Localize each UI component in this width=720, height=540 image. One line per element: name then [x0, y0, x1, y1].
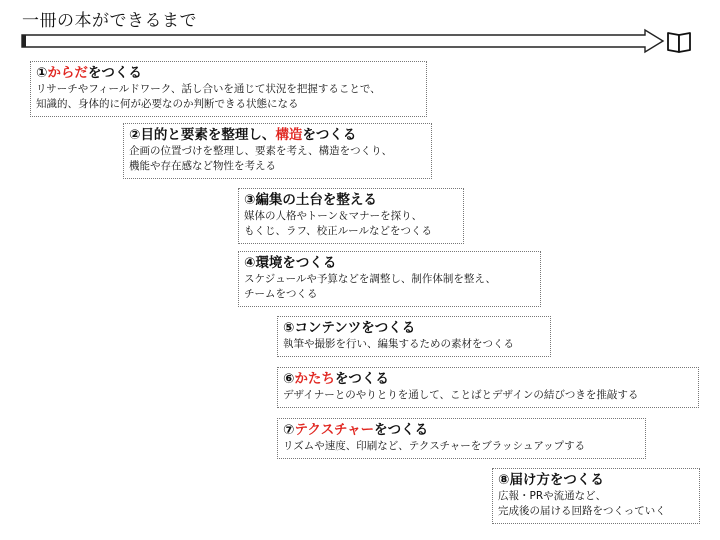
- step-heading: ④環境をつくる: [244, 255, 337, 271]
- step-2: [123, 123, 432, 179]
- step-heading: ⑤コンテンツをつくる: [283, 320, 416, 336]
- page-title: 一冊の本ができるまで: [22, 11, 197, 31]
- step-heading: ③編集の土台を整える: [244, 192, 377, 208]
- step-7: [277, 418, 646, 459]
- step-3: [238, 188, 464, 244]
- step-heading: ②目的と要素を整理し、構造をつくる: [129, 127, 357, 143]
- step-description: デザイナーとのやりとりを通して、ことばとデザインの結びつきを推敲する: [283, 389, 639, 401]
- step-heading: ⑧届け方をつくる: [498, 472, 604, 488]
- timeline-arrow: [20, 28, 700, 54]
- step-description: 完成後の届ける回路をつくっていく: [498, 505, 666, 517]
- step-description: 知識的、身体的に何が必要なのか判断できる状態になる: [36, 98, 299, 110]
- step-description: 機能や存在感など物性を考える: [129, 160, 276, 172]
- step-5: [277, 316, 551, 357]
- step-4: [238, 251, 541, 307]
- step-8: [492, 468, 700, 524]
- step-description: 媒体の人格やトーン＆マナーを探り、: [244, 210, 423, 222]
- step-6: [277, 367, 699, 408]
- step-description: 企画の位置づけを整理し、要素を考え、構造をつくり、: [129, 145, 393, 157]
- step-description: リズムや速度、印刷など、テクスチャーをブラッシュアップする: [283, 440, 586, 452]
- step-description: 執筆や撮影を行い、編集するための素材をつくる: [283, 338, 514, 350]
- step-description: チームをつくる: [244, 288, 318, 300]
- step-heading: ⑦テクスチャーをつくる: [283, 422, 429, 438]
- step-heading: ⑥かたちをつくる: [283, 371, 389, 387]
- step-description: 広報・PRや流通など、: [498, 490, 607, 502]
- step-description: スケジュールや予算などを調整し、制作体制を整え、: [244, 273, 496, 285]
- step-description: もくじ、ラフ、校正ルールなどをつくる: [244, 225, 432, 237]
- open-book-icon: [668, 33, 690, 52]
- step-heading: ①からだをつくる: [36, 65, 142, 81]
- step-1: [30, 61, 427, 117]
- step-description: リサーチやフィールドワーク、話し合いを通じて状況を把握することで、: [36, 83, 381, 95]
